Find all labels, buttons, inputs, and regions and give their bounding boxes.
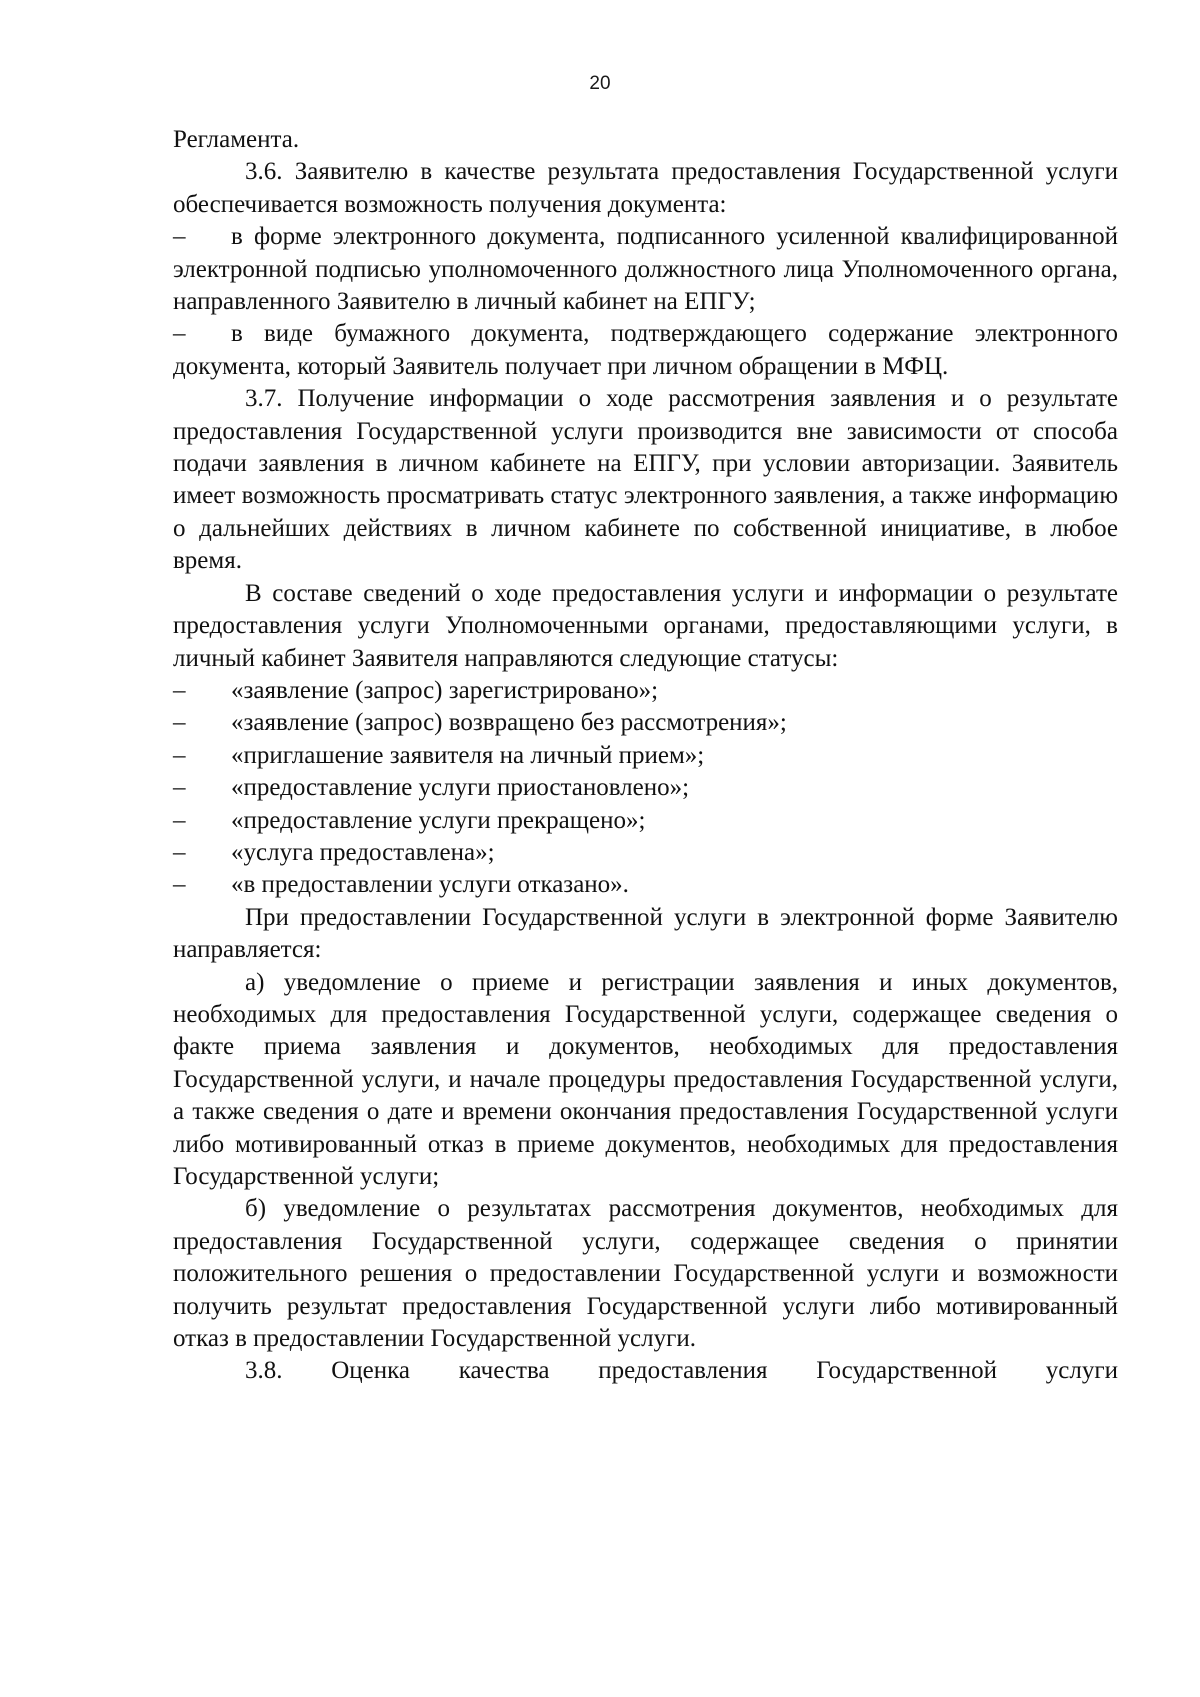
paragraph-notification-a: а) уведомление о приеме и регистрации заявления и иных документов, необходимых для предоставления Государственной услуги, содержащее сведения о факте приема заявления и документов, необходимых для предоставления Государственной услуги, и начале процедуры предоставления Государственной услуги, а также сведения о дате и времени окончания предоставления Государственной услуги либо мотивированный отказ в приеме документов, необходимых для предоставления Государственной услуги; (173, 968, 1118, 1190)
paragraph-3-6: 3.6. Заявителю в качестве результата предоставления Государственной услуги обеспечивается возможность получения документа: (173, 158, 1118, 218)
list-item (173, 837, 1118, 869)
page-number: 20 (589, 73, 611, 94)
list-item (173, 740, 1118, 772)
paragraph-3-7: 3.7. Получение информации о ходе рассмотрения заявления и о результате предоставления Государственной услуги производится вне зависимости от способа подачи заявления в личном кабинете на ЕПГУ, при условии авторизации. Заявитель имеет возможность просматривать статус электронного заявления, а также информацию о дальнейших действиях в личном кабинете по собственной инициативе, в любое время. (173, 385, 1118, 575)
status-text: «предоставление услуги приостановлено»; (231, 774, 690, 802)
result-option-electronic-text: в форме электронного документа, подписанного усиленной квалифицированной электронной подписью уполномоченного должностного лица Уполномоченного органа, направленного Заявителю в личный кабинет на ЕПГУ; (173, 223, 1118, 316)
result-option-electronic (173, 221, 1118, 318)
document-body (173, 124, 1118, 1388)
list-dash: – (173, 320, 186, 348)
list-item (173, 869, 1118, 901)
paragraph-statuses-intro: В составе сведений о ходе предоставления услуги и информации о результате предоставления услуги Уполномоченными органами, предоставляющими услуги, в личный кабинет Заявителя направляются следующие статусы: (173, 579, 1118, 672)
result-option-paper-text: в виде бумажного документа, подтверждающего содержание электронного документа, который Заявитель получает при личном обращении в МФЦ. (173, 320, 1118, 380)
status-text: «заявление (запрос) возвращено без рассмотрения»; (231, 709, 787, 737)
result-option-paper (173, 318, 1118, 383)
paragraph-regulation-end: Регламента. (173, 126, 300, 153)
status-text: «в предоставлении услуги отказано». (231, 871, 629, 899)
list-item (173, 772, 1118, 804)
paragraph-electronic-notifications: При предоставлении Государственной услуги в электронной форме Заявителю направляется: (173, 903, 1118, 964)
list-dash: – (173, 838, 186, 866)
list-dash: – (173, 741, 186, 769)
list-item (173, 675, 1118, 707)
list-dash: – (173, 676, 186, 704)
status-text: «предоставление услуги прекращено»; (231, 806, 646, 834)
status-text: «услуга предоставлена»; (231, 838, 495, 866)
list-dash: – (173, 871, 186, 899)
list-dash: – (173, 806, 186, 834)
paragraph-notification-b: б) уведомление о результатах рассмотрения документов, необходимых для предоставления Государственной услуги, содержащее сведения о принятии положительного решения о предоставлении Государственной услуги и возможности получить результат предоставления Государственной услуги либо мотивированный отказ в предоставлении Государственной услуги. (173, 1195, 1118, 1353)
status-text: «приглашение заявителя на личный прием»; (231, 741, 705, 769)
paragraph-3-8: 3.8. Оценка качества предоставления Государственной услуги (245, 1357, 1118, 1385)
status-text: «заявление (запрос) зарегистрировано»; (231, 676, 659, 704)
list-dash: – (173, 774, 186, 802)
list-dash: – (173, 223, 186, 251)
list-item (173, 805, 1118, 837)
list-dash: – (173, 709, 186, 737)
list-item (173, 707, 1118, 739)
status-list (173, 675, 1118, 902)
